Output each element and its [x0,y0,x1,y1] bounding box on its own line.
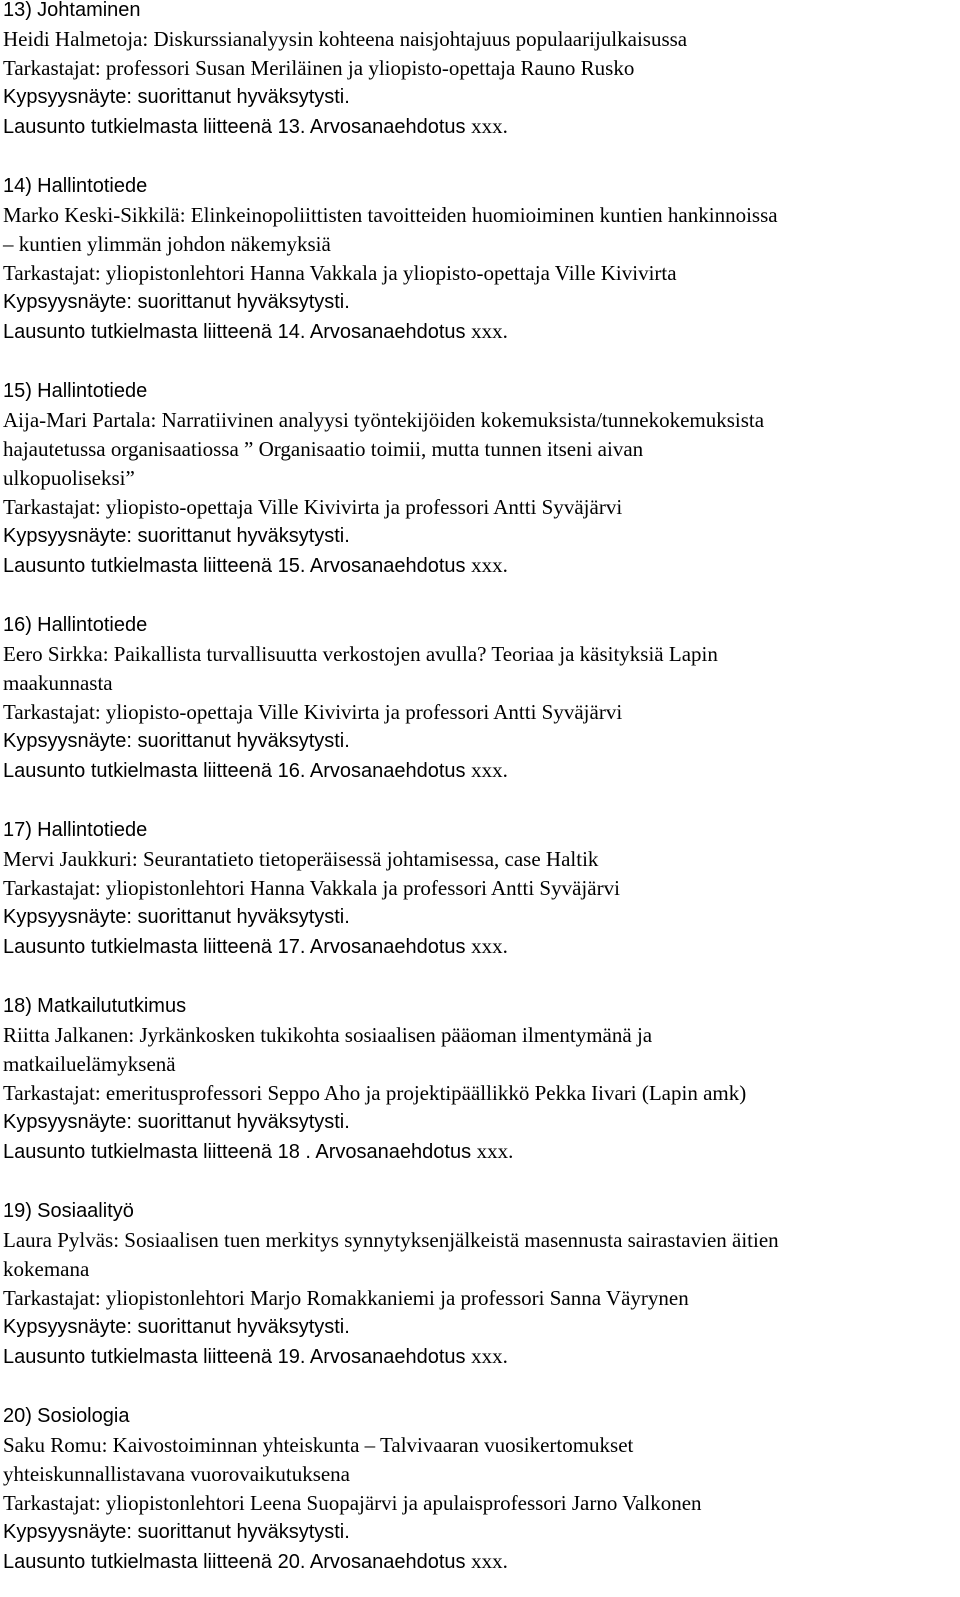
thesis-entry [3,1196,953,1372]
entry-heading [3,1196,953,1226]
entry-field: Hallintotiede [37,380,148,402]
reviewers-line: Tarkastajat: yliopisto-opettaja Ville Kivivirta ja professori Antti Syväjärvi [3,495,623,519]
entry-field: Hallintotiede [37,175,148,197]
statement-line [3,1547,953,1577]
reviewers-line: Tarkastajat: professori Susan Meriläinen ja yliopisto-opettaja Rauno Rusko [3,56,635,80]
grade-proposal: xxx. [471,934,508,958]
statement-text: Lausunto tutkielmasta liitteenä 20. Arvosanaehdotus [3,1551,466,1573]
entry-field: Sosiologia [37,1405,130,1427]
entry-number: 19) [3,1200,32,1222]
thesis-title-line: kokemana [3,1257,90,1281]
entry-heading [3,815,953,845]
maturity-test-line: Kypsyysnäyte: suorittanut hyväksytysti. [3,1521,350,1543]
maturity-test-line: Kypsyysnäyte: suorittanut hyväksytysti. [3,525,350,547]
statement-line [3,932,953,962]
entry-field: Hallintotiede [37,614,148,636]
entry-number: 15) [3,380,32,402]
grade-proposal: xxx. [476,1139,514,1163]
entry-field: Matkailututkimus [37,995,187,1017]
thesis-entry [3,1401,953,1577]
statement-text: Lausunto tutkielmasta liitteenä 13. Arvosanaehdotus [3,116,466,138]
entry-field: Sosiaalityö [37,1200,134,1222]
reviewers-line: Tarkastajat: yliopistonlehtori Hanna Vakkala ja professori Antti Syväjärvi [3,876,620,900]
entry-field: Johtaminen [37,0,141,21]
grade-proposal: xxx. [471,1549,508,1573]
thesis-title-line: Heidi Halmetoja: Diskurssianalyysin kohteena naisjohtajuus populaarijulkaisussa [3,27,688,51]
entry-number: 13) [3,0,32,21]
statement-text: Lausunto tutkielmasta liitteenä 14. Arvosanaehdotus [3,321,466,343]
statement-line [3,756,953,786]
thesis-title-line: ulkopuoliseksi” [3,466,135,490]
reviewers-line: Tarkastajat: yliopistonlehtori Marjo Romakkaniemi ja professori Sanna Väyrynen [3,1286,689,1310]
maturity-test-line: Kypsyysnäyte: suorittanut hyväksytysti. [3,1316,350,1338]
grade-proposal: xxx. [471,319,508,343]
entry-heading [3,610,953,640]
grade-proposal: xxx. [471,758,508,782]
thesis-title-line: Aija-Mari Partala: Narratiivinen analyysi työntekijöiden kokemuksista/tunnekokemuksista [3,408,765,432]
maturity-test-line: Kypsyysnäyte: suorittanut hyväksytysti. [3,730,350,752]
entry-number: 20) [3,1405,32,1427]
entry-heading [3,1401,953,1431]
statement-text: Lausunto tutkielmasta liitteenä 19. Arvosanaehdotus [3,1346,466,1368]
grade-proposal: xxx. [471,1344,508,1368]
entry-number: 14) [3,175,32,197]
thesis-entry [3,610,953,786]
statement-text: Lausunto tutkielmasta liitteenä 15. Arvosanaehdotus [3,555,466,577]
thesis-title-line: yhteiskunnallistavana vuorovaikutuksena [3,1462,351,1486]
maturity-test-line: Kypsyysnäyte: suorittanut hyväksytysti. [3,906,350,928]
reviewers-line: Tarkastajat: emeritusprofessori Seppo Aho ja projektipäällikkö Pekka Iivari (Lapin amk) [3,1081,747,1105]
thesis-title-line: – kuntien ylimmän johdon näkemyksiä [3,232,331,256]
thesis-title-line: matkailuelämyksenä [3,1052,176,1076]
reviewers-line: Tarkastajat: yliopisto-opettaja Ville Kivivirta ja professori Antti Syväjärvi [3,700,623,724]
statement-text: Lausunto tutkielmasta liitteenä 16. Arvosanaehdotus [3,760,466,782]
maturity-test-line: Kypsyysnäyte: suorittanut hyväksytysti. [3,291,350,313]
thesis-title-line: Saku Romu: Kaivostoiminnan yhteiskunta – Talvivaaran vuosikertomukset [3,1433,634,1457]
entry-field: Hallintotiede [37,819,148,841]
thesis-entry [3,376,953,581]
thesis-title-line: Riitta Jalkanen: Jyrkänkosken tukikohta sosiaalisen pääoman ilmentymänä ja [3,1023,653,1047]
statement-line [3,112,953,142]
statement-text: Lausunto tutkielmasta liitteenä 18 . Arvosanaehdotus [3,1141,472,1163]
maturity-test-line: Kypsyysnäyte: suorittanut hyväksytysti. [3,86,350,108]
entry-number: 18) [3,995,32,1017]
thesis-entry [3,0,953,142]
reviewers-line: Tarkastajat: yliopistonlehtori Hanna Vakkala ja yliopisto-opettaja Ville Kivivirta [3,261,677,285]
thesis-title-line: hajautetussa organisaatiossa ” Organisaatio toimii, mutta tunnen itseni aivan [3,437,644,461]
thesis-title-line: Mervi Jaukkuri: Seurantatieto tietoperäisessä johtamisessa, case Haltik [3,847,599,871]
reviewers-line: Tarkastajat: yliopistonlehtori Leena Suopajärvi ja apulaisprofessori Jarno Valkonen [3,1491,702,1515]
entry-number: 16) [3,614,32,636]
thesis-title-line: Eero Sirkka: Paikallista turvallisuutta verkostojen avulla? Teoriaa ja käsityksiä Lapin [3,642,718,666]
document-body [3,0,953,1577]
statement-text: Lausunto tutkielmasta liitteenä 17. Arvosanaehdotus [3,936,466,958]
grade-proposal: xxx. [471,114,508,138]
thesis-entry [3,815,953,962]
thesis-title-line: Marko Keski-Sikkilä: Elinkeinopoliittisten tavoitteiden huomioiminen kuntien hankinnoissa [3,203,778,227]
statement-line [3,1342,953,1372]
entry-heading [3,376,953,406]
entry-heading [3,991,953,1021]
statement-line [3,1137,953,1167]
statement-line [3,317,953,347]
entry-heading [3,171,953,201]
thesis-title-line: maakunnasta [3,671,113,695]
thesis-entry [3,991,953,1167]
entry-number: 17) [3,819,32,841]
thesis-entry [3,171,953,347]
maturity-test-line: Kypsyysnäyte: suorittanut hyväksytysti. [3,1111,350,1133]
grade-proposal: xxx. [471,553,508,577]
statement-line [3,551,953,581]
entry-heading [3,0,953,25]
thesis-title-line: Laura Pylväs: Sosiaalisen tuen merkitys synnytyksenjälkeistä masennusta sairastavien äitien [3,1228,779,1252]
